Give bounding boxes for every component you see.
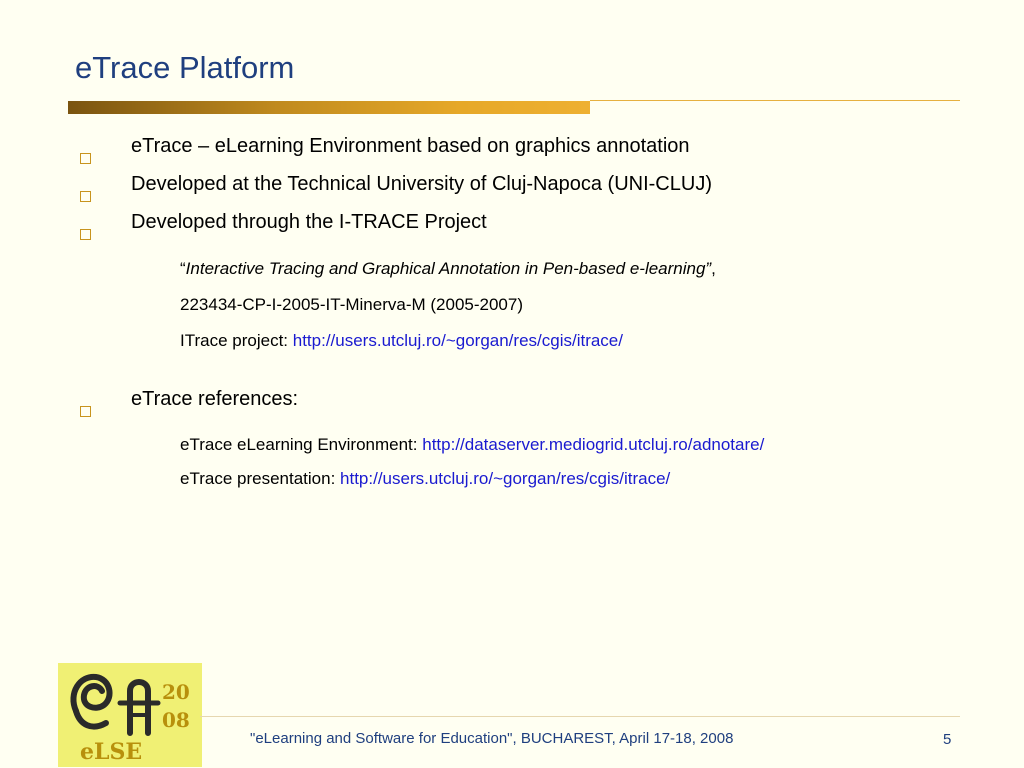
title-underline-line (590, 100, 960, 101)
square-bullet-icon (80, 406, 91, 417)
project-title-line (180, 259, 716, 279)
else-2008-logo (58, 663, 202, 767)
bullet-text: Developed through the I-TRACE Project (131, 210, 487, 233)
bullet-text: eTrace references: (131, 387, 299, 410)
itrace-link[interactable]: http://users.utcluj.ro/~gorgan/res/cgis/itrace/ (292, 331, 623, 350)
project-code: 223434-CP-I-2005-IT-Minerva-M (2005-2007) (180, 295, 523, 314)
footer-text: "eLearning and Software for Education", BUCHAREST, April 17-18, 2008 (250, 730, 734, 747)
square-bullet-icon (80, 191, 91, 202)
project-title-comma: , (711, 259, 716, 278)
logo-year-top: 20 (162, 680, 190, 704)
reference-env-link[interactable]: http://dataserver.mediogrid.utcluj.ro/adnotare/ (422, 435, 765, 454)
bullet-text: eTrace – eLearning Environment based on graphics annotation (131, 134, 690, 157)
footer-divider (200, 716, 960, 717)
reference-env-label: eTrace eLearning Environment: (180, 435, 423, 454)
reference-pres-link[interactable]: http://users.utcluj.ro/~gorgan/res/cgis/itrace/ (340, 469, 671, 488)
project-title: Interactive Tracing and Graphical Annotation in Pen-based e-learning” (185, 259, 712, 278)
logo-year-bottom: 08 (162, 708, 190, 732)
itrace-label: ITrace project: (180, 331, 293, 350)
reference-env-line (180, 435, 764, 455)
reference-pres-line (180, 469, 670, 489)
quote-open: “ (180, 259, 186, 278)
square-bullet-icon (80, 229, 91, 240)
slide-title: eTrace Platform (75, 50, 295, 85)
logo-name: eLSE (80, 739, 143, 765)
bullet-text: Developed at the Technical University of Cluj-Napoca (UNI-CLUJ) (131, 172, 712, 195)
reference-pres-label: eTrace presentation: (180, 469, 341, 488)
square-bullet-icon (80, 153, 91, 164)
page-number: 5 (943, 731, 952, 748)
else-logo-graphic (58, 663, 202, 767)
itrace-project-line (180, 331, 623, 351)
title-underline-bar (68, 101, 590, 114)
